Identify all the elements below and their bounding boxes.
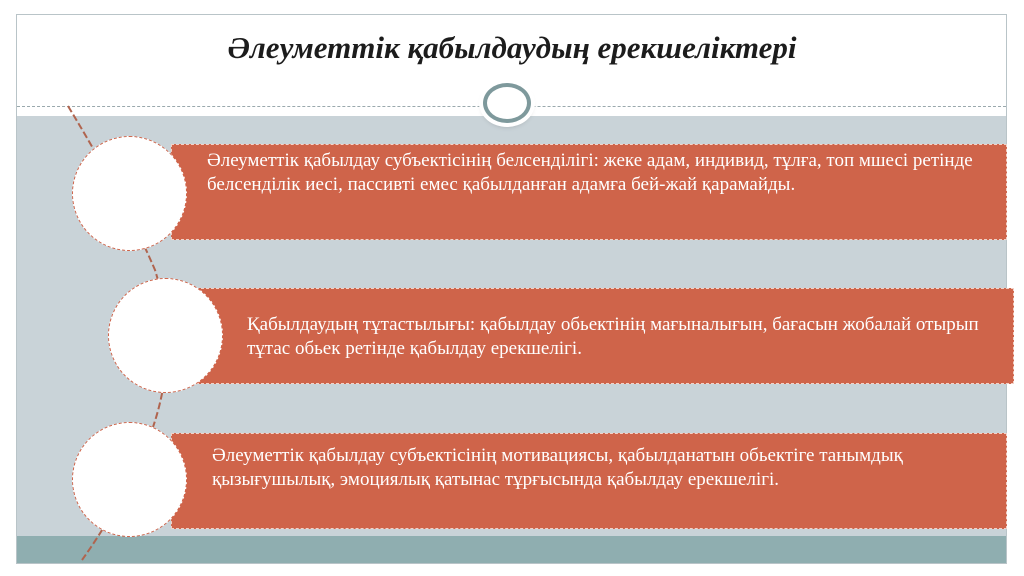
list-item-2-text: Қабылдаудың тұтастылығы: қабылдау обьектінің мағыналығын, бағасын жобалай отырып тұтас обьек ретінде қабылдау ерекшелігі. (247, 314, 979, 359)
bullet-circle-3 (72, 422, 187, 537)
bullet-circle-2 (108, 278, 223, 393)
list-item-3-text: Әлеуметтік қабылдау субъектісінің мотивациясы, қабылданатын обьектіге танымдық қызығушылық, эмоциялық қатынас тұрғысында қабылдау ерекшелігі. (212, 445, 903, 490)
title-ring-ornament (483, 83, 531, 123)
list-item-1 (171, 144, 1007, 240)
list-item-1-text: Әлеуметтік қабылдау субъектісінің белсенділігі: жеке адам, индивид, тұлға, топ мшесі ретінде белсенділік иесі, пассивті емес қабылданған адамға бей-жай қарамайды. (207, 150, 973, 195)
bottom-band (17, 536, 1006, 563)
bullet-circle-1 (72, 136, 187, 251)
list-item-2 (186, 288, 1014, 384)
list-item-3 (171, 433, 1007, 529)
slide-title: Әлеуметтік қабылдаудың ерекшеліктері (227, 30, 797, 65)
